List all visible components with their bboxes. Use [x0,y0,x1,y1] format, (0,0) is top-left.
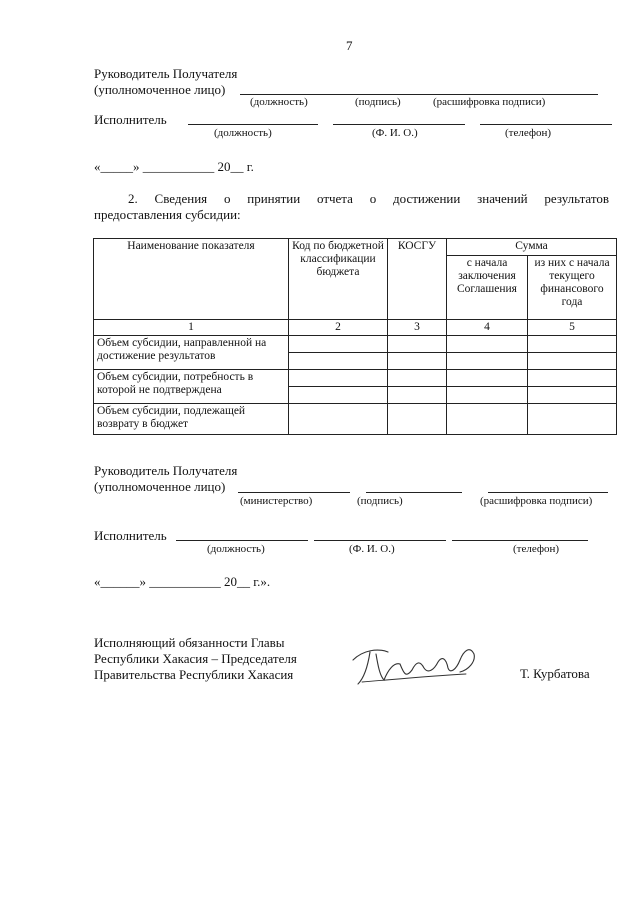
caption-phone: (телефон) [505,127,552,139]
signer-title-line3: Правительства Республики Хакасия [94,667,294,682]
handwritten-signature [348,640,488,690]
table-cell [388,404,447,435]
executor-position-line [188,124,318,125]
table-header-row [94,239,617,256]
section2-text-line1: 2. Сведения о принятии отчета о достижении значений результатов [128,191,609,206]
caption-decode: (расшифровка подписи) [433,96,546,108]
table-cell [289,370,388,387]
header-sum-current-year: из них с начала текущего финансового года [528,256,617,320]
column-number: 3 [388,320,447,336]
table-cell [388,370,447,387]
head-label-line2: (уполномоченное лицо) [94,82,226,97]
table-cell [528,336,617,353]
table-cell [528,370,617,387]
caption-signature: (подпись) [355,96,401,108]
table-cell [447,370,528,387]
signer-name: Т. Курбатова [520,666,590,681]
row-label: Объем субсидии, подлежащей возврату в бюджет [94,404,289,435]
table-cell [289,353,388,370]
header-sum: Сумма [447,239,617,256]
table-row [94,370,617,387]
head2-label-line2: (уполномоченное лицо) [94,479,226,494]
table-cell [388,336,447,353]
executor2-fio-line [314,540,446,541]
executor-phone-line [480,124,612,125]
column-number: 2 [289,320,388,336]
header-sum-from-start: с начала заключения Соглашения [447,256,528,320]
table-cell [388,387,447,404]
executor2-phone-line [452,540,588,541]
row-label: Объем субсидии, направленной на достижение результатов [94,336,289,370]
caption-exec-position-2: (должность) [207,543,265,555]
head2-signature-line [366,492,462,493]
caption-decode-2: (расшифровка подписи) [480,495,593,507]
header-kosgu: КОСГУ [388,239,447,320]
table-cell [388,353,447,370]
executor2-label: Исполнитель [94,528,167,543]
date-line-2: «______» ___________ 20__ г.». [94,574,271,589]
head2-label-line1: Руководитель Получателя [94,463,238,478]
executor-label: Исполнитель [94,112,167,127]
table-cell [528,404,617,435]
column-number: 5 [528,320,617,336]
caption-ministry: (министерство) [240,495,313,507]
executor2-position-line [176,540,308,541]
table-cell [447,353,528,370]
caption-signature-2: (подпись) [357,495,403,507]
caption-position: (должность) [250,96,308,108]
table-row [94,404,617,435]
caption-phone-2: (телефон) [513,543,560,555]
table-cell [528,353,617,370]
column-number-row [94,320,617,336]
head2-decode-line [488,492,608,493]
table-cell [447,404,528,435]
date-line: «_____» ___________ 20__ г. [94,159,254,174]
row-label: Объем субсидии, потребность в которой не подтверждена [94,370,289,404]
table-cell [447,336,528,353]
head2-ministry-line [238,492,350,493]
header-name: Наименование показателя [94,239,289,320]
table-cell [447,387,528,404]
report-table [93,238,617,435]
signer-title-line1: Исполняющий обязанности Главы [94,635,285,650]
executor-fio-line [333,124,465,125]
table-row [94,336,617,353]
caption-fio-2: (Ф. И. О.) [349,543,395,555]
section2-text-line2: предоставления субсидии: [94,207,241,222]
table-cell [289,387,388,404]
table-cell [528,387,617,404]
column-number: 4 [447,320,528,336]
caption-exec-position: (должность) [214,127,272,139]
caption-fio: (Ф. И. О.) [372,127,418,139]
page-number: 7 [346,38,353,53]
head-signature-line [240,94,598,95]
signer-title-line2: Республики Хакасия – Председателя [94,651,297,666]
header-budget-code: Код по бюджетной классификации бюджета [289,239,388,320]
head-label-line1: Руководитель Получателя [94,66,238,81]
table-cell [289,336,388,353]
column-number: 1 [94,320,289,336]
table-cell [289,404,388,435]
